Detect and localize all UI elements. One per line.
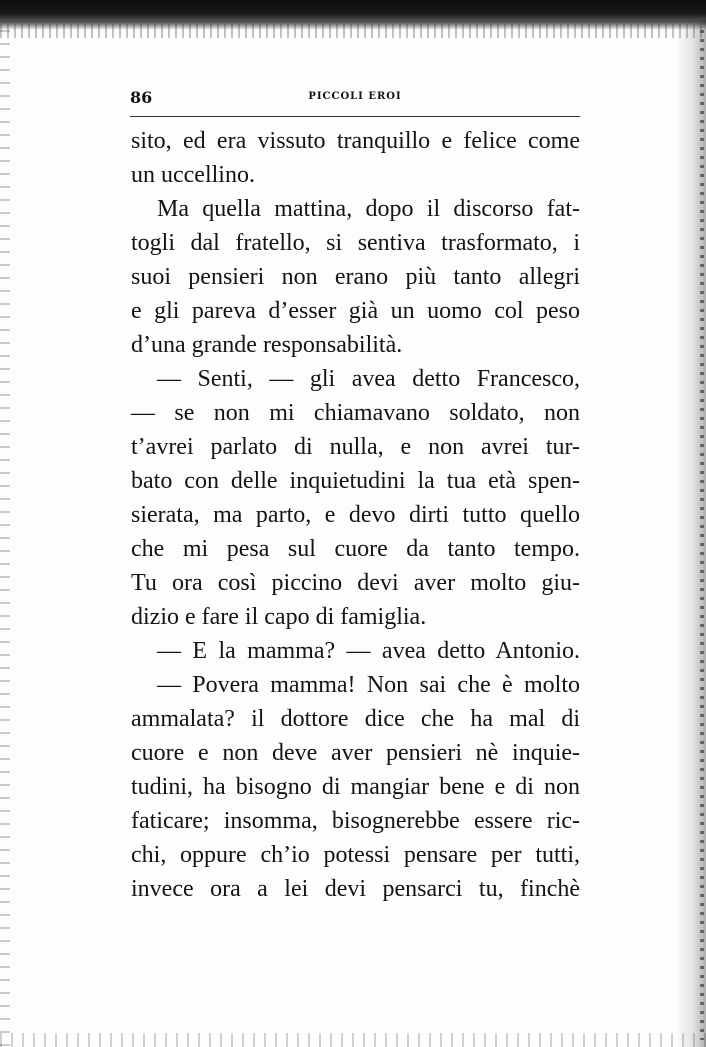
text-line: d’una grande responsabilità. xyxy=(131,332,403,358)
page-header xyxy=(130,88,580,112)
page-number: 86 xyxy=(130,88,153,107)
text-line: tudini, ha bisogno di mangiar bene e di non xyxy=(131,774,580,800)
text-line: che mi pesa sul cuore da tanto tempo. xyxy=(131,536,580,562)
text-line: t’avrei parlato di nulla, e non avrei tur- xyxy=(131,434,580,460)
running-title: PICCOLI EROI xyxy=(308,91,402,102)
text-line: — se non mi chiamavano soldato, non xyxy=(131,400,580,426)
text-line: un uccellino. xyxy=(131,162,255,188)
text-line: togli dal fratello, si sentiva trasformato, i xyxy=(131,230,580,256)
text-line: suoi pensieri non erano più tanto allegri xyxy=(131,264,580,290)
text-line: sito, ed era vissuto tranquillo e felice come xyxy=(131,128,580,154)
scan-left-edge xyxy=(0,30,10,1047)
scan-top-noise xyxy=(0,24,706,38)
text-line: dizio e fare il capo di famiglia. xyxy=(131,604,427,630)
text-line: faticare; insomma, bisognerebbe essere ric- xyxy=(131,808,580,834)
text-line: bato con delle inquietudini la tua età spen- xyxy=(131,468,580,494)
text-line: e gli pareva d’esser già un uomo col peso xyxy=(131,298,580,324)
text-line: invece ora a lei devi pensarci tu, finchè xyxy=(131,876,580,902)
header-rule xyxy=(130,116,580,117)
text-line: ammalata? il dottore dice che ha mal di xyxy=(131,706,580,732)
text-line: — E la mamma? — avea detto Antonio. xyxy=(157,638,580,664)
text-line: — Senti, — gli avea detto Francesco, xyxy=(157,366,580,392)
text-line: Ma quella mattina, dopo il discorso fat- xyxy=(157,196,580,222)
text-line: — Povera mamma! Non sai che è molto xyxy=(157,672,580,698)
scan-right-edge xyxy=(700,30,704,1040)
text-line: Tu ora così piccino devi aver molto giu- xyxy=(131,570,580,596)
text-line: sierata, ma parto, e devo dirti tutto quello xyxy=(131,502,580,528)
text-line: chi, oppure ch’io potessi pensare per tutti, xyxy=(131,842,580,868)
body-text xyxy=(131,124,580,906)
scan-bottom-noise xyxy=(0,1033,706,1047)
text-line: cuore e non deve aver pensieri nè inquie- xyxy=(131,740,580,766)
